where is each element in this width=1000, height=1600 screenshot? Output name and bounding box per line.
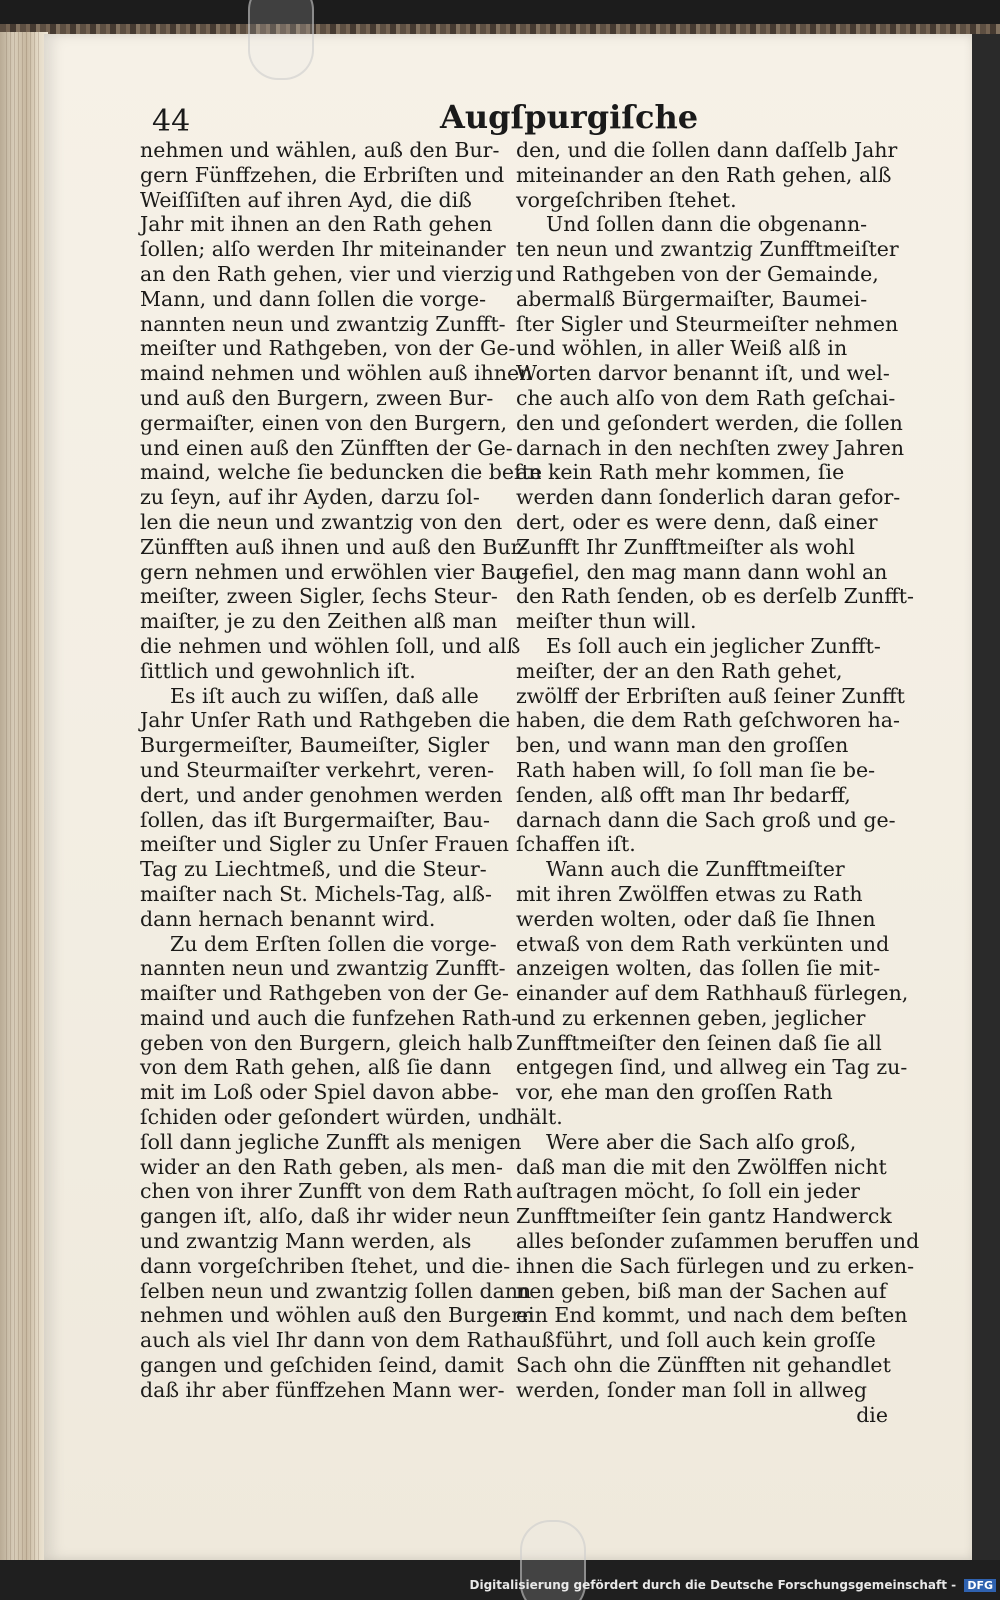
text-line: gangen und geſchiden ſeind, damit — [140, 1353, 504, 1378]
text-line: maind, welche ſie beduncken die beſte — [140, 460, 543, 485]
text-line: zu ſeyn, auf ihr Ayden, darzu ſol- — [140, 485, 480, 510]
text-line: germaiſter, einen von den Burgern, — [140, 410, 508, 435]
text-line: Zu dem Erſten ſollen die vorge- — [170, 931, 497, 956]
text-line: maind nehmen und wöhlen auß ihnen — [140, 361, 533, 386]
text-line: dann hernach benannt wird. — [140, 906, 436, 931]
text-line: dann vorgeſchriben ſtehet, und die- — [140, 1253, 511, 1278]
text-line: Weiſſiſten auf ihren Ayd, die diß — [140, 187, 472, 212]
text-line: Were aber die Sach alſo groß, — [546, 1129, 857, 1154]
text-line: mit ihren Zwölffen etwas zu Rath — [516, 881, 863, 906]
text-line: nen geben, biß man der Sachen auf — [516, 1278, 887, 1303]
text-line: Worten darvor benannt iſt, und wel- — [516, 361, 890, 386]
text-line: ein End kommt, und nach dem beſten — [516, 1303, 908, 1328]
text-line: Wann auch die Zunfftmeiſter — [546, 857, 845, 882]
text-line: gern Fünffzehen, die Erbriſten und — [140, 162, 505, 187]
text-line: maiſter, je zu den Zeithen alß man — [140, 609, 498, 634]
text-line: Burgermeiſter, Baumeiſter, Sigler — [140, 733, 490, 758]
text-line: meiſter thun will. — [516, 609, 697, 634]
text-line: ſollen, das iſt Burgermaiſter, Bau- — [140, 807, 490, 832]
text-line: dert, und ander genohmen werden — [140, 782, 503, 807]
text-line: Rath haben will, ſo ſoll man ſie be- — [516, 757, 876, 782]
text-line: Tag zu Liechtmeß, und die Steur- — [140, 857, 487, 882]
text-line: werden, ſonder man ſoll in allweg — [516, 1377, 868, 1402]
digitization-credit — [470, 1578, 996, 1592]
text-line: gangen iſt, alſo, daß ihr wider neun — [140, 1204, 510, 1229]
text-line: ſittlich und gewohnlich iſt. — [140, 658, 416, 683]
text-line: ten neun und zwantzig Zunfftmeiſter — [516, 237, 899, 262]
text-line: anzeigen wolten, das ſollen ſie mit- — [516, 956, 881, 981]
text-line: werden wolten, oder daß ſie Ihnen — [516, 906, 876, 931]
text-line: Und ſollen dann die obgenann- — [546, 212, 868, 237]
text-line: meiſter, der an den Rath gehet, — [516, 658, 843, 683]
text-line: werden dann ſonderlich daran gefor- — [516, 485, 901, 510]
text-line: einander auf dem Rathhauß fürlegen, — [516, 981, 909, 1006]
text-line: miteinander an den Rath gehen, alß — [516, 162, 892, 187]
text-line: daß man die mit den Zwölffen nicht — [516, 1154, 887, 1179]
text-line: an kein Rath mehr kommen, ſie — [516, 460, 845, 485]
text-line: ſenden, alß offt man Ihr bedarff, — [516, 782, 851, 807]
text-line: an den Rath gehen, vier und vierzig — [140, 261, 514, 286]
text-line: Es ſoll auch ein jeglicher Zunfft- — [546, 633, 881, 658]
text-line: und auß den Burgern, zween Bur- — [140, 385, 494, 410]
text-line: vorgeſchriben ſtehet. — [516, 187, 737, 212]
text-line: wider an den Rath geben, als men- — [140, 1154, 503, 1179]
text-line: meiſter und Rathgeben, von der Ge- — [140, 336, 516, 361]
text-line: Sach ohn die Zünfften nit gehandlet — [516, 1353, 891, 1378]
text-line: ſter Sigler und Steurmeiſter nehmen — [516, 311, 899, 336]
text-line: chen von ihrer Zunfft von dem Rath — [140, 1179, 513, 1204]
text-line: nehmen und wählen, auß den Bur- — [140, 138, 500, 162]
page-stack-lines — [6, 32, 42, 1562]
text-line: abermalß Bürgermaiſter, Baumei- — [516, 286, 868, 311]
text-line: den Rath ſenden, ob es derſelb Zunfft- — [516, 584, 914, 609]
text-line: dert, oder es were denn, daß einer — [516, 509, 878, 534]
text-line: und Steurmaiſter verkehrt, veren- — [140, 757, 495, 782]
text-line: und zu erkennen geben, jeglicher — [516, 1005, 866, 1030]
credit-text: Digitalisierung gefördert durch die Deutsche Forschungsgemeinschaft - — [469, 1578, 957, 1592]
text-line: len die neun und zwantzig von den — [140, 509, 503, 534]
text-line: hält. — [516, 1105, 563, 1130]
page-number: 44 — [152, 104, 191, 139]
text-line: und Rathgeben von der Gemainde, — [516, 261, 879, 286]
text-line: außführt, und ſoll auch kein groſſe — [516, 1328, 876, 1353]
text-line: entgegen ſind, und allweg ein Tag zu- — [516, 1055, 908, 1080]
text-line: maind und auch die funfzehen Rath- — [140, 1005, 519, 1030]
dfg-logo: DFG — [964, 1579, 996, 1592]
text-line: Zunfftmeiſter den ſeinen daß ſie all — [516, 1030, 882, 1055]
text-line: auch als viel Ihr dann von dem Rath — [140, 1328, 517, 1353]
text-line: nannten neun und zwantzig Zunfft- — [140, 311, 506, 336]
text-line: Mann, und dann ſollen die vorge- — [140, 286, 487, 311]
scanner-right-band — [972, 34, 1000, 1560]
text-line: ſchiden oder geſondert würden, und — [140, 1105, 518, 1130]
text-column-right — [516, 138, 920, 1427]
text-line: vor, ehe man den groſſen Rath — [516, 1080, 833, 1105]
text-line: daß ihr aber fünffzehen Mann wer- — [140, 1377, 505, 1402]
running-title: Augſpurgiſche — [440, 98, 699, 136]
text-line: gefiel, den mag mann dann wohl an — [516, 559, 888, 584]
text-line: Zünfften auß ihnen und auß den Bur- — [140, 534, 528, 559]
text-line: auſtragen möcht, ſo ſoll ein jeder — [516, 1179, 860, 1204]
text-line: die nehmen und wöhlen ſoll, und alß — [140, 633, 521, 658]
text-line: Jahr mit ihnen an den Rath gehen — [140, 212, 493, 237]
text-line: Zunfftmeiſter ſein gantz Handwerck — [516, 1204, 892, 1229]
text-line: haben, die dem Rath geſchworen ha- — [516, 708, 900, 733]
text-line: alles beſonder zuſammen beruffen und — [516, 1229, 920, 1254]
text-line: che auch alſo von dem Rath geſchai- — [516, 385, 896, 410]
page-header — [100, 96, 920, 142]
text-line: den und geſondert werden, die ſollen — [516, 410, 903, 435]
text-line: den, und die ſollen dann daſſelb Jahr — [516, 138, 898, 162]
text-line: zwölff der Erbriſten auß ſeiner Zunfft — [516, 683, 905, 708]
text-line: mit im Loß oder Spiel davon abbe- — [140, 1080, 499, 1105]
text-line: und wöhlen, in aller Weiß alß in — [516, 336, 848, 361]
text-line: ſollen; alſo werden Ihr miteinander — [140, 237, 506, 262]
text-line: Zunfft Ihr Zunfftmeiſter als wohl — [516, 534, 855, 559]
text-line: maiſter und Rathgeben von der Ge- — [140, 981, 509, 1006]
text-line: und zwantzig Mann werden, als — [140, 1229, 472, 1254]
text-line: etwaß von dem Rath verkünten und — [516, 931, 890, 956]
text-line: geben von den Burgern, gleich halb — [140, 1030, 513, 1055]
text-line: von dem Rath gehen, alß ſie dann — [140, 1055, 492, 1080]
text-line: ſoll dann jegliche Zunfft als menigen — [140, 1129, 522, 1154]
text-line: nannten neun und zwantzig Zunfft- — [140, 956, 506, 981]
text-line: meiſter und Sigler zu Unſer Frauen — [140, 832, 509, 857]
text-line: ben, und wann man den groſſen — [516, 733, 849, 758]
text-line: nehmen und wöhlen auß den Burgern — [140, 1303, 535, 1328]
text-line: darnach dann die Sach groß und ge- — [516, 807, 896, 832]
text-line: maiſter nach St. Michels-Tag, alß- — [140, 881, 492, 906]
text-line: gern nehmen und erwöhlen vier Bau- — [140, 559, 529, 584]
text-line: und einen auß den Zünfften der Ge- — [140, 435, 513, 460]
text-line: ſelben neun und zwantzig ſollen dann — [140, 1278, 532, 1303]
text-line: ſchaffen iſt. — [516, 832, 636, 857]
page-clip-top — [248, 0, 314, 80]
text-line: ihnen die Sach fürlegen und zu erken- — [516, 1253, 915, 1278]
text-line: die — [856, 1402, 888, 1427]
text-line: Jahr Unſer Rath und Rathgeben die — [140, 708, 511, 733]
text-line: Es iſt auch zu wiſſen, daß alle — [170, 683, 479, 708]
text-line: darnach in den nechſten zwey Jahren — [516, 435, 905, 460]
text-line: meiſter, zween Sigler, ſechs Steur- — [140, 584, 498, 609]
